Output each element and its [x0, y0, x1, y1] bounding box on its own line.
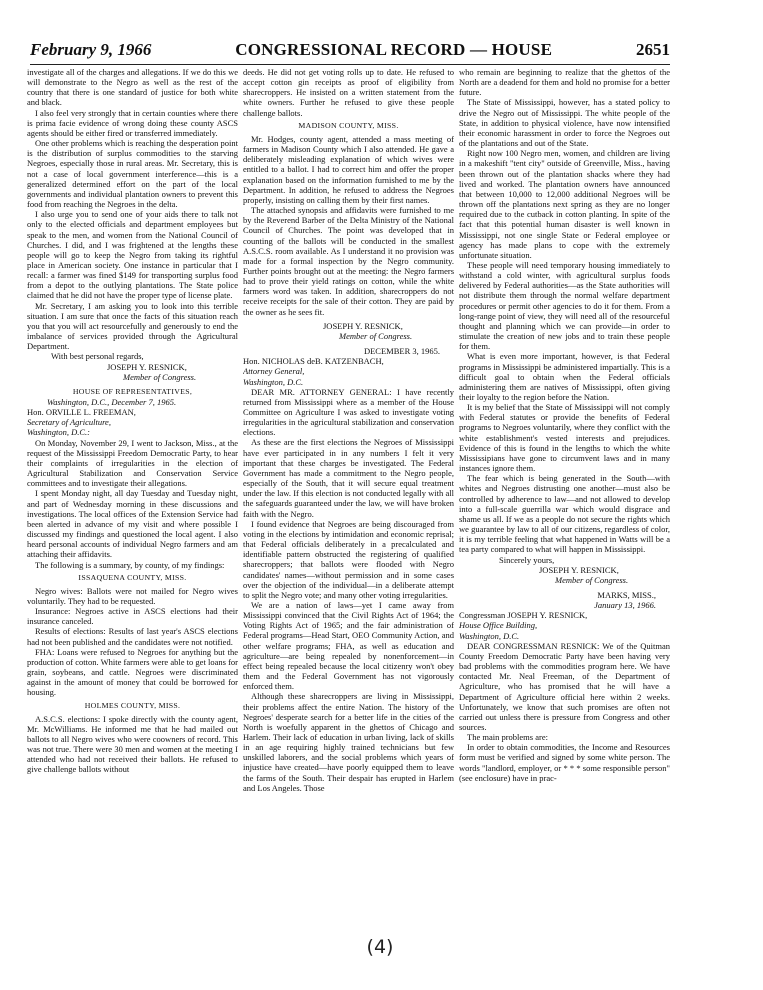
closing: Sincerely yours,	[499, 554, 555, 565]
paragraph: Negro wives: Ballots were not mailed for Negro wives voluntarily. They had to be requested.	[27, 585, 238, 606]
addressee-title: Secretary of Agriculture,	[27, 417, 111, 428]
paragraph: In order to obtain commodities, the Income and Resources form must be verified and signed by some white person. The words "landlord, employer, or * * * some responsible person" (see enclosure) have in prac-	[459, 742, 670, 783]
addressee-city: Washington, D.C.:	[27, 427, 90, 438]
paragraph: Right now 100 Negro men, women, and children are living in a makeshift "tent city" outside of Greenville, Miss., having been thrown out of the plantation shacks where they had lived and worked. The plantation owners have announced that between 10,000 to 12,000 additional Negroes will be thrown off the plantations next spring as they are no longer required due to the cutback in cotton planting. In spite of the fact that this potential human disaster is well known in Mississippi, not one single State or Federal employee or agency has made plans to cope with the extremely unfortunate situation.	[459, 148, 670, 260]
paragraph: We are a nation of laws—yet I came away from Mississippi convinced that the Civil Rights Act of 1964; the Voting Rights Act of 1965; and the fair administration of Federal programs—Head Start, OEO Community Action, and other welfare programs; FHA, as well as education and agriculture—are being repealed by nonenforcement—in effect being repealed because the local citizenry won't obey them and the Federal Government has not vigorously enforced them.	[243, 599, 454, 692]
paragraph: Insurance: Negroes active in ASCS elections had their insurance canceled.	[27, 606, 238, 627]
signature-title: Member of Congress.	[339, 330, 413, 341]
addressee-name: Congressman JOSEPH Y. RESNICK,	[459, 610, 588, 621]
paragraph: The main problems are:	[467, 732, 548, 743]
letter-date: January 13, 1966.	[594, 600, 656, 611]
addressee-office: House Office Building,	[459, 620, 538, 631]
paragraph: The attached synopsis and affidavits were furnished to me by the Reverend Barber of the Delta Ministry of the National Council of Churches. The point was developed that in counting of the ballots will be conducted in the smallest A.S.C.S. room available. As I understand it no provision was made for a formal inspection by the Negro community. Further points brought out at the meeting: the Negro farmers had to prove their yield ratings on cotton, while the white farmers word was taken. In addition, sharecroppers do not receive receipts for the sale of their cotton. They are paid by the owner as he sees fit.	[243, 205, 454, 317]
paragraph: The fear which is being generated in the South—with whites and Negroes distrusting one another—must also be controlled by adherence to law—and not allowed to develop into a full-scale guerrilla war which would disgrace and shame us all. If we as a people do not secure the rights which we guarantee by law to all of our citizens, regardless of color, it is my terrible feeling that what happened in Watts will be a tea party compared to what will happen in Mississippi.	[459, 473, 670, 555]
paragraph: On Monday, November 29, I went to Jackson, Miss., at the request of the Mississippi Freedom Democratic Party, to hear their complaints of irregularities in the election of Agricultural Stabilization and Conservation Service committees and to investigate their allegations.	[27, 437, 238, 489]
paragraph: investigate all of the charges and allegations. If we do this we will demonstrate to the Negro as well as the rest of the country that there is one standard of justice for both white and black.	[27, 67, 238, 108]
paragraph: who remain are beginning to realize that the ghettos of the North are a deadend for them and hold no promise for a better future.	[459, 67, 670, 98]
paragraph: I found evidence that Negroes are being discouraged from voting in the elections by intimidation and economic reprisal; that Federal officials deliberately in a precalculated and identifiable pattern obstructed the registering of qualified sharecroppers; that ballots were flooded with Negro candidates' names—without permission and in some cases over the objection of the individual—in a deliberate attempt to split the Negro vote; and many other voting irregularities.	[243, 518, 454, 600]
paragraph: I also feel very strongly that in certain counties where there is prima facie evidence of wrong doing these county ASCS agents should be either fired or transferred immediately.	[27, 107, 238, 138]
column-3	[459, 67, 670, 937]
county-heading: ISSAQUENA COUNTY, MISS.	[78, 572, 187, 582]
paragraph: Although these sharecroppers are living in Mississippi, their problems affect the entire Nation. The history of the Negroes' desperate search for a better life in the cities of the North is woefully apparent in the ghettos of Chicago and Harlem. Their lack of education in urban living, lack of skills in an age requiring highly trained technicians but few unskilled laborers, and the social problems which years of injustice have created—have poorly equipped them to leave the farms of the South. Their despair has erupted in Harlem and Los Angeles. Those	[243, 691, 454, 793]
paragraph: deeds. He did not get voting rolls up to date. He refused to accept cotton gin receipts as proof of eligibility from sharecroppers. He insisted on a written statement from the white owners. Further he refused to give these people challenge ballots.	[243, 67, 454, 118]
addressee-title: Attorney General,	[243, 366, 305, 377]
signature-name: JOSEPH Y. RESNICK,	[323, 320, 403, 331]
signature-title: Member of Congress.	[555, 574, 629, 585]
addressee-city: Washington, D.C.	[459, 630, 520, 641]
county-heading: HOLMES COUNTY, MISS.	[84, 700, 181, 710]
letter-dateline: Washington, D.C., December 7, 1965.	[47, 397, 177, 407]
paragraph: DEAR MR. ATTORNEY GENERAL: I have recently returned from Mississippi where as a member of the House Committee on Agriculture I was asked to investigate voting irregularities in the agricultural stabilization and conservation elections.	[243, 386, 454, 438]
header-title: CONGRESSIONAL RECORD — HOUSE	[235, 40, 553, 59]
paragraph: These people will need temporary housing immediately to withstand a cold winter, with agricultural surplus foods delivered by Federal authorities—as the State authorities will not distribute them through the normal welfare department procedures or permit other agencies to do it for them. From a long-range point of view, they will need all of the resourceful thought and planning which we can provide—in order to stimulate the creation of new jobs and to train these people for them.	[459, 259, 670, 352]
column-1	[27, 67, 238, 937]
paragraph: As these are the first elections the Negroes of Mississippi have ever participated in in any numbers I felt it very important that these charges be investigated. The Federal Government has made a commitment to the Negro people, especially of the South, that it will secure equal treatment under the law. If this election is not conducted legally with all the safeguards guaranteed under the law, we will have broken faith with the Negro.	[243, 437, 454, 519]
paragraph: Results of elections: Results of last year's ASCS elections had not been published and the candidates were not notified.	[27, 626, 238, 647]
paragraph: FHA: Loans were refused to Negroes for anything but the production of cotton. White farmers were able to get loans for grain, soybeans, and cattle. Negroes were discriminated against in the amount of money that could be borrowed for housing.	[27, 646, 238, 698]
signature-name: JOSEPH Y. RESNICK,	[107, 361, 187, 372]
addressee-city: Washington, D.C.	[243, 376, 304, 387]
header-page-number: 2651	[635, 40, 670, 59]
paragraph: I spent Monday night, all day Tuesday and Tuesday night, and part of Wednesday morning in these discussions and investigations. The local offices of the Extension Service had been alerted in advance of my visit and where possible I discussed my findings and questioned the local agent. I also heard personal accounts of individual Negro farmers and am attaching their affidavits.	[27, 488, 238, 560]
paragraph: It is my belief that the State of Mississippi will not comply with Federal statutes or provide the benefits of Federal programs to Negroes voluntarily, where they conflict with the white establishment's vested interests and prejudices. Evidence of this is found in the lengths to which the white Mississipians have gone to circumvent laws and in many instances ignore them.	[459, 402, 670, 474]
column-2	[243, 67, 454, 937]
paragraph: What is even more important, however, is that Federal programs in Mississippi be administered impartially. This is a difficult goal to obtain when the Federal officials administering them are natives of Mississippi, often giving their loyalty to the region before the Nation.	[459, 351, 670, 402]
closing: With best personal regards,	[51, 351, 144, 362]
signature-name: JOSEPH Y. RESNICK,	[539, 564, 619, 575]
paragraph: Mr. Secretary, I am asking you to look into this terrible situation. I am sure that once the facts of this situation reach you that you will act resourcefully and generously to end the imbalance of services provided through the Agricultural Department.	[27, 300, 238, 352]
letter-place: MARKS, MISS.,	[597, 589, 656, 600]
paragraph: A.S.C.S. elections: I spoke directly with the county agent, Mr. McWilliams. He informed me that he had mailed out ballots to all Negro wives who were coowners of record. This was not true. There were 30 men and women at the meeting I attended who had not received their ballots. He refused to give challenge ballots without	[27, 713, 238, 775]
addressee-name: Hon. ORVILLE L. FREEMAN,	[27, 407, 136, 418]
county-heading: MADISON COUNTY, MISS.	[298, 120, 399, 130]
paragraph: I also urge you to send one of your aids there to talk not only to the elected officials and department employees but speak to the men, and women from the National Council of Churches. I did, and I was frightened at the lengths these people will go to keep the Negro from taking its rightful place in American society. One instance in particular that I recall: a farmer was fined $149 for transporting surplus food from a depot to the outlying plantations. The State police claimed that he did not have the proper type of license plate.	[27, 209, 238, 301]
addressee-name: Hon. NICHOLAS deB. KATZENBACH,	[243, 356, 384, 367]
paragraph: One other problems which is reaching the desperation point is the distribution of surplus commodities to the starving Negroes, especially those in rural areas. Mr. Secretary, this is not a case of local government interference—this is a generalized determined effort on the part of the local governments and individual plantation owners to prevent this food from reaching the Negroes in the delta.	[27, 138, 238, 210]
header-rule	[30, 64, 670, 65]
letter-date: DECEMBER 3, 1965.	[363, 346, 440, 357]
paragraph: The following is a summary, by county, of my findings:	[35, 559, 225, 570]
letterhead: HOUSE OF REPRESENTATIVES,	[72, 386, 193, 396]
signature-title: Member of Congress.	[123, 371, 197, 382]
header-date: February 9, 1966	[30, 40, 152, 59]
page-footer-mark: (4)	[366, 936, 394, 958]
paragraph: Mr. Hodges, county agent, attended a mass meeting of farmers in Madison County which I also attended. He gave a deliberately misleading explanation of which wives were entitled to a ballot. I had to correct him and offer the proper explanation based on the information furnished to me by the Department. In addition, he refused to address the Negroes properly, insisting on calling them by their first names.	[243, 133, 454, 205]
paragraph: The State of Mississippi, however, has a stated policy to drive the Negro out of Mississippi. The white people of the State, in addition to physical violence, have now intensified their economic harassment in order to force the Negroes out of the plantations and out of the State.	[459, 97, 670, 149]
paragraph: DEAR CONGRESSMAN RESNICK: We of the Quitman County Freedom Democratic Party have been having very bad problems with the commodities program here. We have contacted Mr. Neal Freeman, of the Department of Agriculture, who has promised that he will have a Department of Agriculture official here within 2 weeks. Unfortunately, we know that such promises are often not carried out unless there is pressure from Congress and other sources.	[459, 640, 670, 732]
page-header	[30, 40, 670, 66]
